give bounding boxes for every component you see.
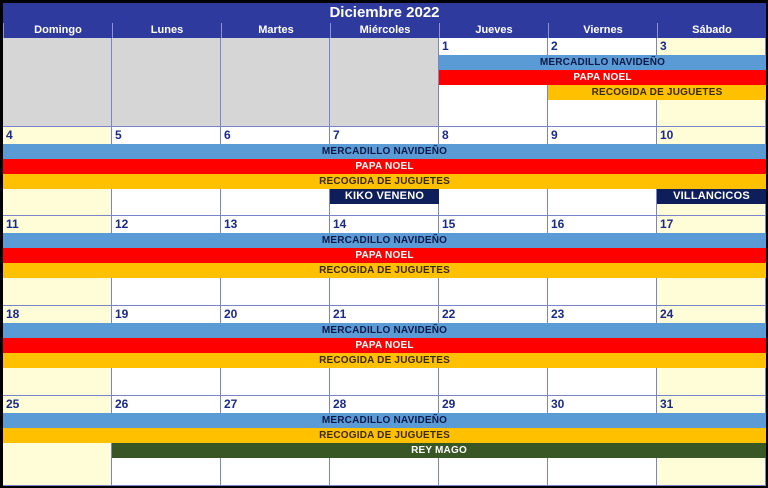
calendar-title: Diciembre 2022 bbox=[3, 3, 766, 23]
empty-cell bbox=[3, 38, 112, 127]
event-mercadillo[interactable]: MERCADILLO NAVIDEÑO bbox=[439, 55, 766, 70]
day-header-miércoles: Miércoles bbox=[330, 23, 439, 38]
day-number: 9 bbox=[548, 127, 657, 142]
event-rey-mago[interactable]: REY MAGO bbox=[112, 443, 766, 458]
event-mercadillo[interactable]: MERCADILLO NAVIDEÑO bbox=[3, 233, 766, 248]
day-number: 19 bbox=[112, 306, 221, 321]
day-header-jueves: Jueves bbox=[439, 23, 548, 38]
event-papa-noel[interactable]: PAPA NOEL bbox=[3, 159, 766, 174]
event-recogida[interactable]: RECOGIDA DE JUGUETES bbox=[3, 428, 766, 443]
empty-cell bbox=[221, 38, 330, 127]
event-recogida[interactable]: RECOGIDA DE JUGUETES bbox=[3, 174, 766, 189]
event-recogida[interactable]: RECOGIDA DE JUGUETES bbox=[3, 263, 766, 278]
event-mercadillo[interactable]: MERCADILLO NAVIDEÑO bbox=[3, 413, 766, 428]
day-number: 10 bbox=[657, 127, 766, 142]
day-number: 4 bbox=[3, 127, 112, 142]
day-number: 15 bbox=[439, 216, 548, 231]
empty-cell bbox=[330, 38, 439, 127]
day-number: 7 bbox=[330, 127, 439, 142]
day-number: 18 bbox=[3, 306, 112, 321]
day-number: 28 bbox=[330, 396, 439, 411]
event-villancicos[interactable]: VILLANCICOS bbox=[657, 189, 766, 204]
day-number: 13 bbox=[221, 216, 330, 231]
day-header-lunes: Lunes bbox=[112, 23, 221, 38]
day-number: 29 bbox=[439, 396, 548, 411]
day-number: 25 bbox=[3, 396, 112, 411]
event-mercadillo[interactable]: MERCADILLO NAVIDEÑO bbox=[3, 323, 766, 338]
event-recogida[interactable]: RECOGIDA DE JUGUETES bbox=[3, 353, 766, 368]
day-number: 16 bbox=[548, 216, 657, 231]
day-number: 12 bbox=[112, 216, 221, 231]
day-number: 20 bbox=[221, 306, 330, 321]
day-number: 27 bbox=[221, 396, 330, 411]
day-number: 30 bbox=[548, 396, 657, 411]
event-kiko-veneno[interactable]: KIKO VENENO bbox=[330, 189, 439, 204]
day-number: 26 bbox=[112, 396, 221, 411]
empty-cell bbox=[112, 38, 221, 127]
event-mercadillo[interactable]: MERCADILLO NAVIDEÑO bbox=[3, 144, 766, 159]
event-papa-noel[interactable]: PAPA NOEL bbox=[439, 70, 766, 85]
event-papa-noel[interactable]: PAPA NOEL bbox=[3, 338, 766, 353]
day-header-sábado: Sábado bbox=[657, 23, 766, 38]
day-number: 3 bbox=[657, 38, 766, 53]
event-papa-noel[interactable]: PAPA NOEL bbox=[3, 248, 766, 263]
calendar bbox=[3, 3, 766, 486]
day-number: 31 bbox=[657, 396, 766, 411]
day-number: 8 bbox=[439, 127, 548, 142]
day-number: 11 bbox=[3, 216, 112, 231]
day-header-viernes: Viernes bbox=[548, 23, 657, 38]
day-number: 21 bbox=[330, 306, 439, 321]
day-number: 17 bbox=[657, 216, 766, 231]
day-header-domingo: Domingo bbox=[3, 23, 112, 38]
day-number: 23 bbox=[548, 306, 657, 321]
day-number: 5 bbox=[112, 127, 221, 142]
day-number: 1 bbox=[439, 38, 548, 53]
day-number: 24 bbox=[657, 306, 766, 321]
day-header-martes: Martes bbox=[221, 23, 330, 38]
day-number: 6 bbox=[221, 127, 330, 142]
day-number: 22 bbox=[439, 306, 548, 321]
day-number: 14 bbox=[330, 216, 439, 231]
day-number: 2 bbox=[548, 38, 657, 53]
event-recogida[interactable]: RECOGIDA DE JUGUETES bbox=[548, 85, 766, 100]
